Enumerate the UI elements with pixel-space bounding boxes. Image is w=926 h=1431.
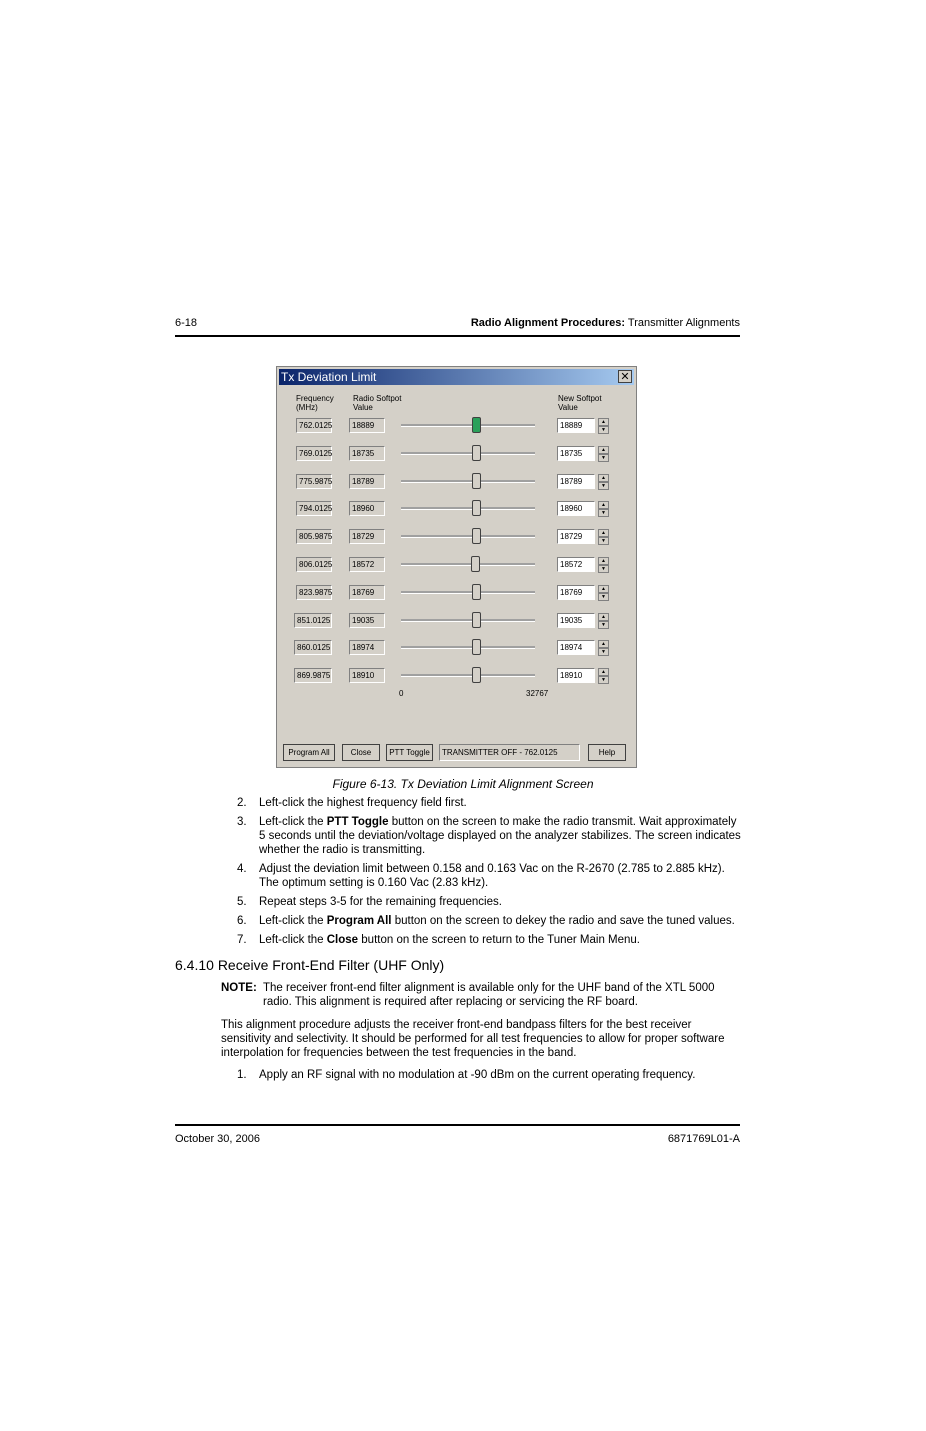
- new-softpot-input[interactable]: 19035: [557, 613, 595, 628]
- spin-down-icon[interactable]: ▼: [598, 482, 609, 490]
- text-run: button on the screen to make the radio transmit. Wait approximately 5 seconds until the deviation/voltage displayed on the analyzer stabilizes. The screen indicates whether the radio is transmitting.: [259, 816, 741, 856]
- footer-rule: [175, 1124, 740, 1126]
- col-header-radio-softpot: Radio Softpot Value: [353, 394, 402, 412]
- new-softpot-input[interactable]: 18960: [557, 501, 595, 516]
- footer-doc-id: 6871769L01-A: [667, 1133, 740, 1145]
- frequency-field[interactable]: 805.9875: [296, 529, 332, 544]
- radio-softpot-field: 18960: [349, 501, 385, 516]
- list-item-text: [259, 862, 741, 890]
- text-run: Apply an RF signal with no modulation at -90 dBm on the current operating frequency.: [259, 1069, 696, 1081]
- new-softpot-input[interactable]: 18889: [557, 418, 595, 433]
- spin-up-icon[interactable]: ▲: [598, 585, 609, 593]
- slider-thumb[interactable]: [472, 445, 481, 461]
- note-text: [221, 981, 731, 1009]
- spin-up-icon[interactable]: ▲: [598, 529, 609, 537]
- list-item-number: 4.: [237, 863, 247, 875]
- slider-track: [401, 480, 535, 483]
- header-rule: [175, 335, 740, 337]
- bold-term: Program All: [326, 915, 392, 927]
- list-item-number: 3.: [237, 816, 247, 828]
- frequency-field[interactable]: 775.9875: [296, 474, 332, 489]
- bold-term: Close: [326, 934, 359, 946]
- text-run: Left-click the: [259, 915, 327, 927]
- note-label: NOTE:: [221, 982, 257, 994]
- text-run: button on the screen to dekey the radio and save the tuned values.: [391, 915, 735, 927]
- spin-down-icon[interactable]: ▼: [598, 648, 609, 656]
- list-item-text: [259, 933, 741, 947]
- spin-down-icon[interactable]: ▼: [598, 537, 609, 545]
- slider-thumb[interactable]: [472, 528, 481, 544]
- figure-caption: Figure 6-13. Tx Deviation Limit Alignment Screen: [332, 777, 594, 791]
- spin-down-icon[interactable]: ▼: [598, 593, 609, 601]
- text-run: Left-click the: [259, 816, 327, 828]
- slider-track: [401, 591, 535, 594]
- radio-softpot-field: 18974: [349, 640, 385, 655]
- spin-up-icon[interactable]: ▲: [598, 640, 609, 648]
- softpot-spinner[interactable]: [598, 613, 609, 629]
- spin-down-icon[interactable]: ▼: [598, 454, 609, 462]
- running-header: [471, 317, 740, 329]
- spin-up-icon[interactable]: ▲: [598, 613, 609, 621]
- radio-softpot-field: 18729: [349, 529, 385, 544]
- list-item-text: [259, 796, 741, 810]
- new-softpot-input[interactable]: 18789: [557, 474, 595, 489]
- list-item-number: 6.: [237, 915, 247, 927]
- spin-up-icon[interactable]: ▲: [598, 668, 609, 676]
- softpot-spinner[interactable]: [598, 557, 609, 573]
- frequency-field[interactable]: 869.9875: [294, 668, 332, 683]
- spin-up-icon[interactable]: ▲: [598, 474, 609, 482]
- frequency-field[interactable]: 762.0125: [296, 418, 332, 433]
- page-number: 6-18: [175, 317, 198, 329]
- list-item-number: 1.: [237, 1069, 247, 1081]
- spin-down-icon[interactable]: ▼: [598, 426, 609, 434]
- text-run: Left-click the: [259, 934, 327, 946]
- intro-paragraph: This alignment procedure adjusts the receiver front-end bandpass filters for the best receiver sensitivity and selectivity. It should be performed for all test frequencies to allow for proper software interpolation for frequencies between the test frequencies in the band.: [221, 1019, 725, 1059]
- text-run: Left-click the highest frequency field first.: [259, 797, 467, 809]
- program-all-button[interactable]: Program All: [283, 744, 335, 761]
- spin-down-icon[interactable]: ▼: [598, 565, 609, 573]
- slider-track: [401, 563, 535, 566]
- slider-thumb[interactable]: [472, 473, 481, 489]
- slider-thumb[interactable]: [472, 500, 481, 516]
- footer-date: October 30, 2006: [175, 1133, 261, 1145]
- text-run: button on the screen to return to the Tuner Main Menu.: [358, 934, 640, 946]
- slider-track: [401, 619, 535, 622]
- spin-up-icon[interactable]: ▲: [598, 446, 609, 454]
- list-item-number: 5.: [237, 896, 247, 908]
- new-softpot-input[interactable]: 18974: [557, 640, 595, 655]
- slider-track: [401, 535, 535, 538]
- col-header-frequency: Frequency (MHz): [296, 394, 334, 412]
- softpot-spinner[interactable]: [598, 585, 609, 601]
- text-run: Repeat steps 3-5 for the remaining frequencies.: [259, 896, 502, 908]
- radio-softpot-field: 18572: [349, 557, 385, 572]
- dialog-titlebar: [279, 369, 634, 385]
- help-button[interactable]: Help: [588, 744, 626, 761]
- slider-scale-min: 0: [399, 689, 404, 698]
- frequency-field[interactable]: 806.0125: [296, 557, 332, 572]
- slider-track: [401, 507, 535, 510]
- radio-softpot-field: 18789: [349, 474, 385, 489]
- spin-down-icon[interactable]: ▼: [598, 509, 609, 517]
- dialog-title: Tx Deviation Limit: [281, 370, 377, 384]
- list-item-number: 7.: [237, 934, 247, 946]
- status-field: TRANSMITTER OFF - 762.0125: [439, 744, 580, 761]
- softpot-spinner[interactable]: [598, 418, 609, 434]
- softpot-spinner[interactable]: [598, 668, 609, 684]
- radio-softpot-field: 19035: [349, 613, 385, 628]
- slider-track: [401, 424, 535, 427]
- frequency-field[interactable]: 851.0125: [294, 613, 332, 628]
- running-header-bold: Radio Alignment Procedures:: [470, 317, 626, 329]
- note-body: The receiver front-end filter alignment is available only for the UHF band of the XTL 5000 radio. This alignment is required after replacing or servicing the RF board.: [263, 982, 715, 1008]
- spin-up-icon[interactable]: ▲: [598, 557, 609, 565]
- radio-softpot-field: 18735: [349, 446, 385, 461]
- softpot-spinner[interactable]: [598, 446, 609, 462]
- new-softpot-input[interactable]: 18910: [557, 668, 595, 683]
- softpot-spinner[interactable]: [598, 640, 609, 656]
- slider-track: [401, 674, 535, 677]
- softpot-spinner[interactable]: [598, 529, 609, 545]
- slider-track: [401, 452, 535, 455]
- close-icon[interactable]: ✕: [618, 370, 632, 383]
- new-softpot-input[interactable]: 18735: [557, 446, 595, 461]
- radio-softpot-field: 18910: [349, 668, 385, 683]
- spin-down-icon[interactable]: ▼: [598, 621, 609, 629]
- new-softpot-input[interactable]: 18572: [557, 557, 595, 572]
- list-item-text: [259, 914, 741, 928]
- list-item-number: 2.: [237, 797, 247, 809]
- spin-up-icon[interactable]: ▲: [598, 418, 609, 426]
- running-header-rest: Transmitter Alignments: [625, 317, 740, 329]
- slider-thumb[interactable]: [472, 639, 481, 655]
- slider-thumb[interactable]: [472, 417, 481, 433]
- text-run: Adjust the deviation limit between 0.158 and 0.163 Vac on the R-2670 (2.785 to 2.885 kHz). The optimum setting is 0.160 Vac (2.83 kHz).: [259, 863, 725, 889]
- slider-thumb[interactable]: [471, 556, 480, 572]
- frequency-field[interactable]: 823.9875: [296, 585, 332, 600]
- slider-thumb[interactable]: [472, 584, 481, 600]
- frequency-field[interactable]: 860.0125: [294, 640, 332, 655]
- slider-scale-max: 32767: [526, 689, 549, 698]
- frequency-field[interactable]: 794.0125: [296, 501, 332, 516]
- slider-track: [401, 646, 535, 649]
- slider-thumb[interactable]: [472, 667, 481, 683]
- list-item-text: [259, 815, 741, 857]
- spin-down-icon[interactable]: ▼: [598, 676, 609, 684]
- ptt-toggle-button[interactable]: PTT Toggle: [386, 744, 433, 761]
- new-softpot-input[interactable]: 18769: [557, 585, 595, 600]
- col-header-new-softpot: New Softpot Value: [558, 394, 602, 412]
- new-softpot-input[interactable]: 18729: [557, 529, 595, 544]
- close-button[interactable]: Close: [342, 744, 380, 761]
- slider-thumb[interactable]: [472, 612, 481, 628]
- softpot-spinner[interactable]: [598, 474, 609, 490]
- frequency-field[interactable]: 769.0125: [296, 446, 332, 461]
- list-item-text: [259, 895, 741, 909]
- bold-term: PTT Toggle: [326, 816, 389, 828]
- radio-softpot-field: 18889: [349, 418, 385, 433]
- spin-up-icon[interactable]: ▲: [598, 501, 609, 509]
- section-heading: 6.4.10 Receive Front-End Filter (UHF Only): [175, 957, 445, 973]
- list-item-text: [259, 1068, 741, 1082]
- softpot-spinner[interactable]: [598, 501, 609, 517]
- radio-softpot-field: 18769: [349, 585, 385, 600]
